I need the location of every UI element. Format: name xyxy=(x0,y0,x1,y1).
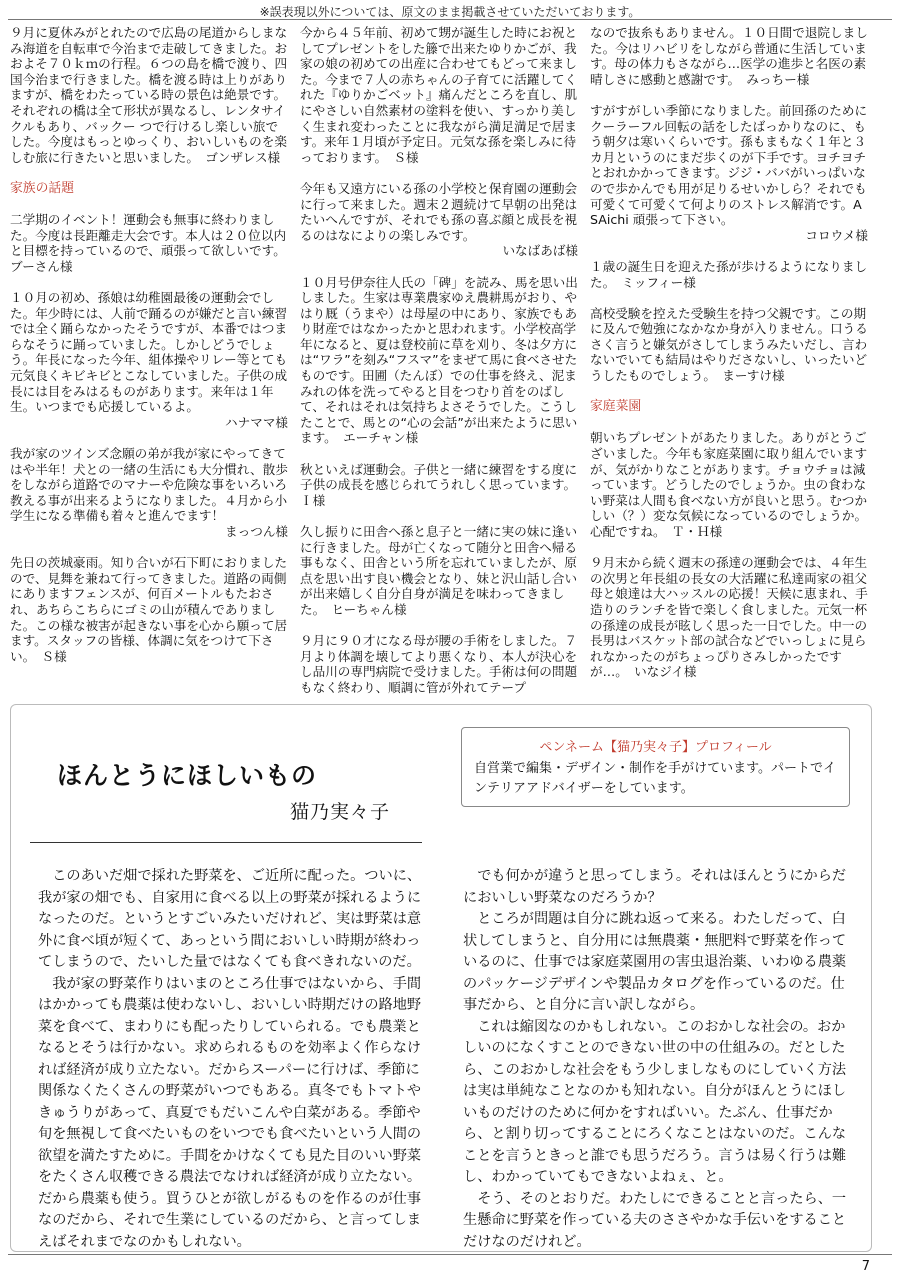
profile-body: 自営業で編集・デザイン・制作を手がけています。パートでインテリアアドバイザーをしています。 xyxy=(474,761,837,796)
letter-signature: ヒーちゃん様 xyxy=(331,601,407,617)
letter-signature: ミッフィー様 xyxy=(621,274,696,290)
letter-signature: Ｓ様 xyxy=(393,149,419,165)
letter-text: 我が家のツインズ念願の弟が我が家にやってきてはや半年！犬との一緒の生活にも大分慣れ、散歩をしながら道路でのマナーや危険な事をいろいろ教える事が出来るようになりました。４月から小学生になる準備も着々と進んでます！ xyxy=(10,446,288,524)
letter-signature: Ｓ様 xyxy=(41,648,67,664)
column-1 xyxy=(10,25,288,680)
letter-signature: まっつん様 xyxy=(225,524,288,539)
essay-paragraph: これは縮図なのかもしれない。このおかしな社会の。おかしいのになくすことのできない世の中の仕組みの。だとしたら、このおかしな社会をもう少しましなものにしていく方法は実は単純なことなのかも知れない。自分がほんとうにほしいものだけのために何かをすればいい。たぶん、仕事だから、と割り切ってすることにろくなことはないのだ。こんなことを言うときっと誰でも思うだろう。言うは易く行うは難し、わかっていてもできないよねぇ、と。 xyxy=(463,1018,847,1185)
letter-text: １０月の初め、孫娘は幼稚園最後の運動会でした。年少時には、人前で踊るのが嫌だと言い練習では全く踊らなかったそうですが、本番ではつまらなそうに踊っていました。しかしどうでしょう。年長になった今年、組体操やリレー等とても元気良くキビキビとこなしていました。子供の成長には目をみはるものがあります。来年は１年生。いつまでも応援しているよ。 xyxy=(10,290,288,415)
column-3 xyxy=(590,25,868,696)
column-2 xyxy=(300,25,578,711)
essay-column-left xyxy=(38,866,430,1253)
essay-paragraph: でも何かが違うと思ってしまう。それはほんとうにからだにおいしい野菜なのだろうか？ xyxy=(463,868,847,906)
letter-text: ９月末から続く週末の孫達の運動会では、４年生の次男と年長組の長女の大活躍に私達両家の祖父母と娘達は大ハッスルの応援！天候に恵まれ、手造りのランチを皆で楽しく食しました。元気一杯の孫達の成長が眩しく思った一日でした。中一の長男はバスケット部の試合などでいっしょに見られなかったのがちょっぴりさみしかったですが…。 xyxy=(590,555,868,680)
essay-paragraph: ところが問題は自分に跳ね返って来る。わたしだって、白状してしまうと、自分用には無農薬・無肥料で野菜を作っているのに、仕事では家庭菜園用の害虫退治薬、いわゆる農薬のパッケージデザインや製品カタログを作っているのだ。仕事だから、と自分に言い訳しながら。 xyxy=(463,911,847,1013)
reader-letter xyxy=(10,212,288,274)
essay-title-underline xyxy=(30,842,422,843)
letter-text: 高校受験を控えた受験生を持つ父親です。この期に及んで勉強になかなか身が入りません。口うるさく言うと嫌気がさしてしまうみたいだし、言わないでいても結局はやりださないし、いったいどうしたものでしょう。 xyxy=(590,305,868,384)
letter-text: ９月に９０才になる母が腰の手術をしました。７月より体調を壊してより悪くなり、本人が決心をし品川の専門病院で受けました。手術は何の問題もなく終わり、順調に管が外れてテープ xyxy=(300,633,578,695)
profile-box xyxy=(461,727,850,807)
letter-text: 今年も又遠方にいる孫の小学校と保育園の運動会に行って来ました。週末２週続けて早朝の出発はたいへんですが、それでも孫の喜ぶ顔と成長を視るのはなによりの楽しみです。 xyxy=(300,180,578,243)
section-heading: 家族の話題 xyxy=(10,180,74,196)
reader-letter xyxy=(590,259,868,290)
essay-author: 猫乃実々子 xyxy=(290,801,391,823)
top-divider xyxy=(8,19,892,20)
letter-text: １歳の誕生日を迎えた孫が歩けるようになりました。 xyxy=(590,258,868,290)
letter-text: 秋といえば運動会。子供と一緒に練習をする度に子供の成長を感じられてうれしく思っています。 xyxy=(300,461,578,493)
reader-letter xyxy=(10,446,288,540)
reader-letter xyxy=(10,290,288,430)
reader-letter xyxy=(590,103,868,243)
letter-text: なので抜糸もありません。１０日間で退院しました。今はリハビリをしながら普通に生活しています。母の体力もさながら…医学の進歩と名医の素晴しさに感動と感謝です。 xyxy=(590,25,868,87)
letter-text: ９月に夏休みがとれたので広島の尾道からしまなみ海道を自転車で今治まで走破してきました。おおよそ７０ｋｍの行程。６つの島を橋で渡り、四国今治まで行きました。橋を渡る時は上りがありますが、橋をわたっている時の景色は絶景です。それぞれの橋は全て形状が異なるし、レンタサイクルもあり、バックー つで行けるし楽しい旅でした。今度はもっとゆっくり、おいしいものを楽しむ旅に行きたいと思いました。 xyxy=(10,25,288,165)
notice-text: ※誤表現以外については、原文のまま掲載させていただいております。 xyxy=(259,5,641,19)
letter-signature: ブーさん様 xyxy=(10,258,73,274)
letter-signature: Ｔ・Ｈ様 xyxy=(671,524,723,539)
letter-signature: まーすけ様 xyxy=(722,368,785,384)
reader-letter xyxy=(10,555,288,664)
letter-text: すがすがしい季節になりました。前回孫のためにクーラーフル回転の話をしたばっかりなのに、もう朝夕は寒いくらいです。孫もまもなく１年と３カ月というのにまだ歩くのが下手です。ヨチヨチとおれかかってきます。ジジ・ババがいっぱいなので歩かんでも用が足りるせいかしら？それでも可愛くて可愛くて何よりのストレス解消です。ASAichi 頑張って下さい。 xyxy=(590,102,868,228)
letter-text: 今から４５年前、初めて甥が誕生した時にお祝としてプレゼントをした籐で出来たゆりかごが、我家の娘の初めての出産に合わせてもどって来ました。今まで７人の赤ちゃんの子育てに活躍してくれた『ゆりかごベット』痛んだところを直し、肌にやさしい自然素材の塗料を使い、すっかり美しく生まれ変わったことに我ながら満足満足で居ます。来年１月頃が予定日。元気な孫を楽しみに待っております。 xyxy=(300,25,578,165)
reader-letter xyxy=(590,430,868,539)
reader-letter xyxy=(590,555,868,680)
letter-signature: ゴンザレス様 xyxy=(205,149,281,165)
letter-text: １０月号伊奈往人氏の「碑」を読み、馬を思い出しました。生家は専業農家ゆえ農耕馬がおり、やはり厩（うまや）は母屋の中にあり、家族でもあり財産ではなかったかと思われます。小学校高学年になると、夏は登校前に草を刈り、冬は夕方には“ワラ”を刻み“フスマ”をまぜて馬に食べさせたものです。田圃（たんぼ）での仕事を終え、泥まみれの体を洗ってやると目をつむり首をのばして、それはそれは気持ちよさそうでした。こうしたことで、馬との“心の会話”が出来たように思います。 xyxy=(300,274,578,446)
letter-text: 二学期のイベント！運動会も無事に終わりました。今度は長距離走大会です。本人は２０位以内と目標を持っているので、頑張って欲しいです。 xyxy=(10,212,287,259)
reader-letter xyxy=(300,275,578,447)
page-number: 7 xyxy=(861,1259,870,1274)
letter-signature: ハナママ様 xyxy=(225,414,288,430)
reader-letter xyxy=(300,633,578,695)
letter-text: 久し振りに田舎へ孫と息子と一緒に実の妹に逢いに行きました。母が亡くなって随分と田舎へ帰る事もなく、田舎という所を忘れていましたが、原点を思い出す良い機会となり、妹と沢山話し合いが出来嬉しく自分自身が満足を味わってきました。 xyxy=(300,524,578,617)
reader-letter xyxy=(300,462,578,509)
reader-letter xyxy=(300,181,578,259)
letter-signature: コロウメ様 xyxy=(805,227,868,243)
essay-paragraph: そう、そのとおりだ。わたしにできることと言ったら、一生懸命に野菜を作っている夫のささやかな手伝いをすることだけなのだけれど。 xyxy=(463,1190,847,1250)
bottom-divider xyxy=(8,1254,892,1255)
essay-paragraph: 我が家の野菜作りはいまのところ仕事ではないから、手間はかかっても農薬は使わないし、おいしい時期だけの路地野菜を食べて、まわりにも配ったりしていられる。でも農業となるとそうは行かない。求められるものを効率よく作らなければ経済が成り立たない。だからスーパーに行けば、季節に関係なくたくさんの野菜がいつでもある。真冬でもトマトやきゅうりがあって、真夏でもだいこんや白菜がある。季節や旬を無視して食べたいものをいつでも食べたいという人間の欲望を満たすために。手間をかけなくても見た目のいい野菜をたくさん収穫できる農法でなければ経済が成り立たない。だから農薬も使う。買うひとが欲しがるものを作るのが仕事なのだから、それで生業にしているのだから、と言ってしまえばそれまでなのかもしれない。 xyxy=(38,975,422,1250)
letter-signature: エーチャン様 xyxy=(343,430,419,446)
essay-paragraph: このあいだ畑で採れた野菜を、ご近所に配った。ついに、我が家の畑でも、自家用に食べる以上の野菜が採れるようになったのだ。というとすごいみたいだけれど、実は野菜は意外に食べ頃が短くて、あっという間においしい時期が終わってしまうので、たいした量ではなくても食べきれないのだ。 xyxy=(38,868,422,970)
letter-text: 朝いちプレゼントがあたりました。ありがとうございました。今年も家庭菜園に取り組んでいますが、気がかりなことがあります。チョウチョは減っています。どうしたのでしょうか。虫の食わない野菜は人間も食べない方が良いと思う。むつかしい（？）変な気候になっているのでしょうか。心配ですね。 xyxy=(590,430,868,539)
reader-letter xyxy=(590,306,868,384)
reader-letter xyxy=(10,25,288,165)
reader-letter xyxy=(300,25,578,165)
profile-heading: ペンネーム【猫乃実々子】プロフィール xyxy=(539,740,772,755)
letter-signature: みっちー様 xyxy=(746,71,810,87)
letter-signature: いなばあば様 xyxy=(502,243,578,259)
reader-letter xyxy=(300,524,578,618)
letter-signature: Ｉ様 xyxy=(300,492,326,508)
letter-text: 先日の茨城豪雨。知り合いが石下町におりましたので、見舞を兼ねて行ってきました。道路の両側にありますフェンスが、何百メートルもたおされ、あちらこちらにゴミの山が積んでありました。この様な被害が起きない事を心から願って居ます。スタッフの皆様、体調に気をつけて下さい。 xyxy=(10,555,288,664)
letter-signature: いなジイ様 xyxy=(634,664,697,680)
section-heading: 家庭菜園 xyxy=(590,399,642,415)
essay-title: ほんとうにほしいもの xyxy=(57,761,318,790)
essay-column-right xyxy=(463,866,855,1253)
reader-letter xyxy=(590,25,868,87)
